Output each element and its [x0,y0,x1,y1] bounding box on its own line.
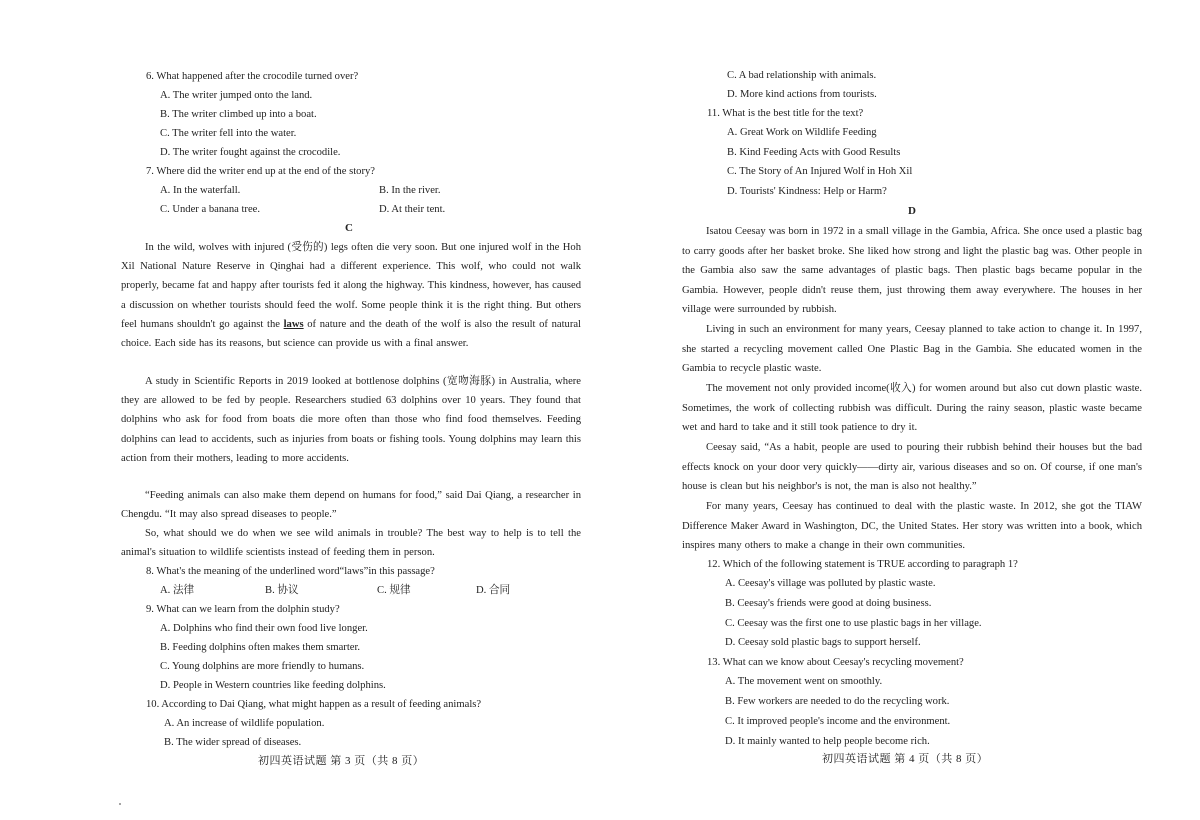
question-9-option-d: D. People in Western countries like feeding dolphins. [160,680,386,691]
question-11-stem: 11. What is the best title for the text? [707,108,864,119]
question-11-option-a: A. Great Work on Wildlife Feeding [727,127,877,138]
page-footer: 初四英语试题 第 3 页（共 8 页） [258,755,425,767]
question-6-option-d: D. The writer fought against the crocodile. [160,147,341,158]
question-9-option-c: C. Young dolphins are more friendly to humans. [160,661,365,672]
question-8-option-d: D. 合同 [476,585,511,596]
passage-c-p1-text: In the wild, wolves with injured (受伤的) legs often die very soon. But one injured wolf in the Hoh Xil National Nature Reserve in Qinghai had a different experience. This wolf, who could not walk properly, became fat and happy after tourists fed it along the highway. This kindness, however, has caused a discussion on whether tourists should feed the wolf. Some people think it is the right thing. But others feel humans shouldn't go against the [121,242,581,330]
question-11-option-c: C. The Story of An Injured Wolf in Hoh Xil [727,166,913,177]
question-8-option-a: A. 法律 [160,585,195,596]
page-footer: 初四英语试题 第 4 页（共 8 页） [822,753,989,765]
passage-d-paragraph-5: For many years, Ceesay has continued to deal with the plastic waste. In 2012, she got the TIAW Difference Maker Award in Washington, DC, the United States. Her story was written into a book, which inspires many others to make a change in their own communities. [682,501,1142,552]
question-7-option-b: B. In the river. [379,185,441,196]
question-7-stem: 7. Where did the writer end up at the end of the story? [146,166,375,177]
question-12-stem: 12. Which of the following statement is TRUE according to paragraph 1? [707,559,1018,570]
question-12-option-b: B. Ceesay's friends were good at doing business. [725,598,932,609]
section-d-heading: D [908,205,916,217]
passage-c-p1-text-end: of nature and the death of the wolf is also the result of natural choice. Each side has its reasons, but science can provide us with a final answer. [121,318,581,350]
question-10-option-d: D. More kind actions from tourists. [727,89,877,100]
question-11-option-d: D. Tourists' Kindness: Help or Harm? [727,186,887,197]
question-10-option-a: A. An increase of wildlife population. [164,718,325,729]
scan-speck [119,803,121,805]
question-9-option-b: B. Feeding dolphins often makes them smarter. [160,642,361,653]
question-12-option-c: C. Ceesay was the first one to use plastic bags in her village. [725,618,982,629]
question-10-option-c: C. A bad relationship with animals. [727,70,877,81]
question-6-option-b: B. The writer climbed up into a boat. [160,109,317,120]
passage-c-paragraph-4: So, what should we do when we see wild animals in trouble? The best way to help is to tell the animal's situation to wildlife scientists instead of feeding them in person. [121,528,581,559]
question-6-option-c: C. The writer fell into the water. [160,128,297,139]
passage-d-paragraph-1: Isatou Ceesay was born in 1972 in a small village in the Gambia, Africa. She once used a plastic bag to carry goods after her basket broke. She liked how strong and light the plastic bag was. Other people in the Gambia also saw the same advantages of plastic bags. Then plastic bags became popular in the Gambia. However, people didn't reuse them, just throwing them away everywhere. The houses in her village were surrounded by rubbish. [682,226,1142,316]
question-8-stem: 8. What's the meaning of the underlined word“laws”in this passage? [146,566,435,577]
passage-d-paragraph-4: Ceesay said, “As a habit, people are used to pouring their rubbish behind their houses but the bad effects knock on your door very quickly——dirty air, various diseases and so on. Of course, if one man's house is clean but his neighbor's is not, the man is also not healthy.” [682,442,1142,493]
question-10-stem: 10. According to Dai Qiang, what might happen as a result of feeding animals? [146,699,482,710]
question-13-option-d: D. It mainly wanted to help people become rich. [725,736,930,747]
question-8-option-c: C. 规律 [377,585,411,596]
question-13-option-c: C. It improved people's income and the environment. [725,716,951,727]
question-13-option-a: A. The movement went on smoothly. [725,676,883,687]
passage-c-paragraph-2: A study in Scientific Reports in 2019 looked at bottlenose dolphins (宽吻海豚) in Australia, where they are allowed to be fed by people. Researchers studied 63 dolphins over 10 years. They found that dolphins who ask for food from boats die more often than those who find food themselves. Feeding dolphins can lead to accidents, such as injuries from boats or fishing tools. Young dolphins may learn this action from their mothers, leading to more accidents. [121,376,581,464]
underlined-word-laws: laws [283,318,304,330]
question-11-option-b: B. Kind Feeding Acts with Good Results [727,147,901,158]
question-10-option-b: B. The wider spread of diseases. [164,737,302,748]
question-9-stem: 9. What can we learn from the dolphin study? [146,604,340,615]
passage-c-paragraph-3: “Feeding animals can also make them depend on humans for food,” said Dai Qiang, a researcher in Chengdu. “It may also spread diseases to people.” [121,490,581,521]
question-8-option-b: B. 协议 [265,585,299,596]
passage-c-paragraph-1 [121,238,581,353]
question-12-option-a: A. Ceesay's village was polluted by plastic waste. [725,578,936,589]
question-13-stem: 13. What can we know about Ceesay's recycling movement? [707,657,964,668]
passage-d-paragraph-2: Living in such an environment for many years, Ceesay planned to take action to change it. In 1997, she started a recycling movement called One Plastic Bag in the Gambia. She educated women in the Gambia to recycle plastic waste. [682,324,1142,375]
question-7-option-a: A. In the waterfall. [160,185,241,196]
question-6-stem: 6. What happened after the crocodile turned over? [146,71,359,82]
section-c-heading: C [345,222,353,234]
question-9-option-a: A. Dolphins who find their own food live longer. [160,623,368,634]
question-7-option-d: D. At their tent. [379,204,446,215]
question-13-option-b: B. Few workers are needed to do the recycling work. [725,696,950,707]
exam-page-4 [600,0,1200,820]
question-12-option-d: D. Ceesay sold plastic bags to support herself. [725,637,921,648]
passage-d-paragraph-3: The movement not only provided income(收入) for women around but also cut down plastic waste. Sometimes, the work of collecting rubbish was difficult. During the rainy season, plastic waste became wet and hard to take and it still took patience to dry it. [682,383,1142,434]
question-6-option-a: A. The writer jumped onto the land. [160,90,313,101]
question-7-option-c: C. Under a banana tree. [160,204,261,215]
